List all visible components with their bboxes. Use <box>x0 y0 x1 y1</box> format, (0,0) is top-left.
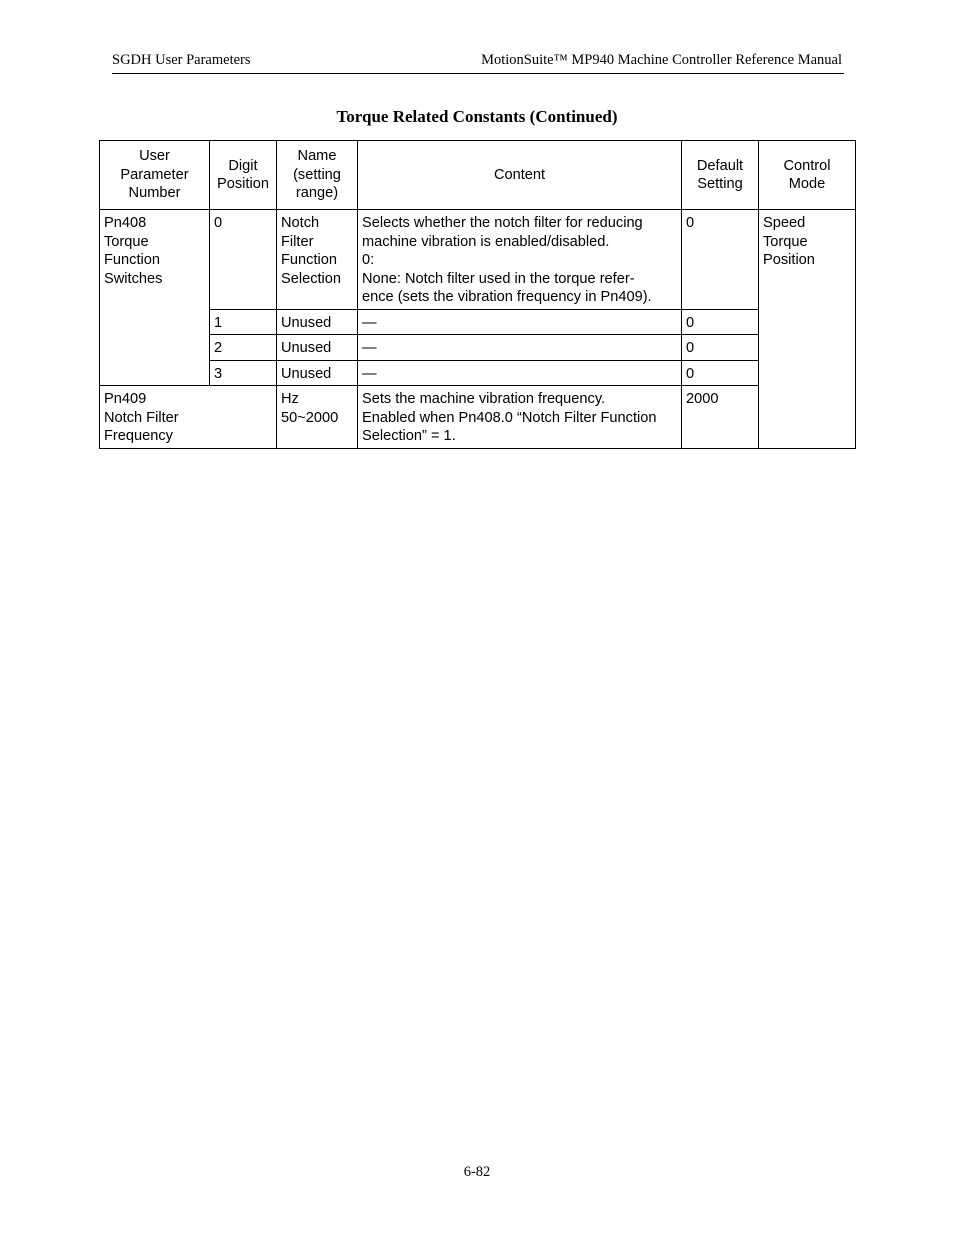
name-cell: Unused <box>277 309 358 335</box>
content-cell: — <box>358 335 682 361</box>
content-cell: — <box>358 360 682 386</box>
name-cell: Unused <box>277 360 358 386</box>
header-manual-title: MotionSuite™ MP940 Machine Controller Reference Manual <box>481 52 842 68</box>
content-cell: — <box>358 309 682 335</box>
digit-cell: 2 <box>210 335 277 361</box>
table-title: Torque Related Constants (Continued) <box>336 107 618 126</box>
content-cell: Selects whether the notch filter for reducing machine vibration is enabled/disabled. 0: None: Notch filter used in the torque refer- ence (sets the vibration frequency in Pn409). <box>358 210 682 310</box>
name-cell: Notch Filter Function Selection <box>277 210 358 310</box>
col-header-name: Name (setting range) <box>277 141 358 210</box>
default-cell: 0 <box>682 210 759 310</box>
content-cell: Sets the machine vibration frequency. Enabled when Pn408.0 “Notch Filter Function Selection” = 1. <box>358 386 682 449</box>
control-mode-cell: Speed Torque Position <box>759 210 856 449</box>
table-row <box>100 210 856 310</box>
default-cell: 0 <box>682 360 759 386</box>
default-cell: 0 <box>682 309 759 335</box>
name-cell: Unused <box>277 335 358 361</box>
table-row <box>100 386 856 449</box>
parameter-table <box>99 140 856 449</box>
param-pn408: Pn408 Torque Function Switches <box>100 210 210 386</box>
default-cell: 0 <box>682 335 759 361</box>
table-row <box>100 309 856 335</box>
col-header-user-parameter-number: User Parameter Number <box>100 141 210 210</box>
table-row <box>100 360 856 386</box>
digit-cell: 0 <box>210 210 277 310</box>
header-section-title: SGDH User Parameters <box>112 52 251 68</box>
col-header-control-mode: Control Mode <box>759 141 856 210</box>
col-header-default-setting: Default Setting <box>682 141 759 210</box>
digit-cell: 1 <box>210 309 277 335</box>
digit-cell: 3 <box>210 360 277 386</box>
col-header-digit-position: Digit Position <box>210 141 277 210</box>
col-header-content: Content <box>358 141 682 210</box>
param-pn409: Pn409 Notch Filter Frequency <box>100 386 277 449</box>
name-cell: Hz 50~2000 <box>277 386 358 449</box>
table-header-row <box>100 141 856 210</box>
table-row <box>100 335 856 361</box>
page-header <box>112 50 844 74</box>
page-number: 6-82 <box>463 1164 491 1180</box>
default-cell: 2000 <box>682 386 759 449</box>
